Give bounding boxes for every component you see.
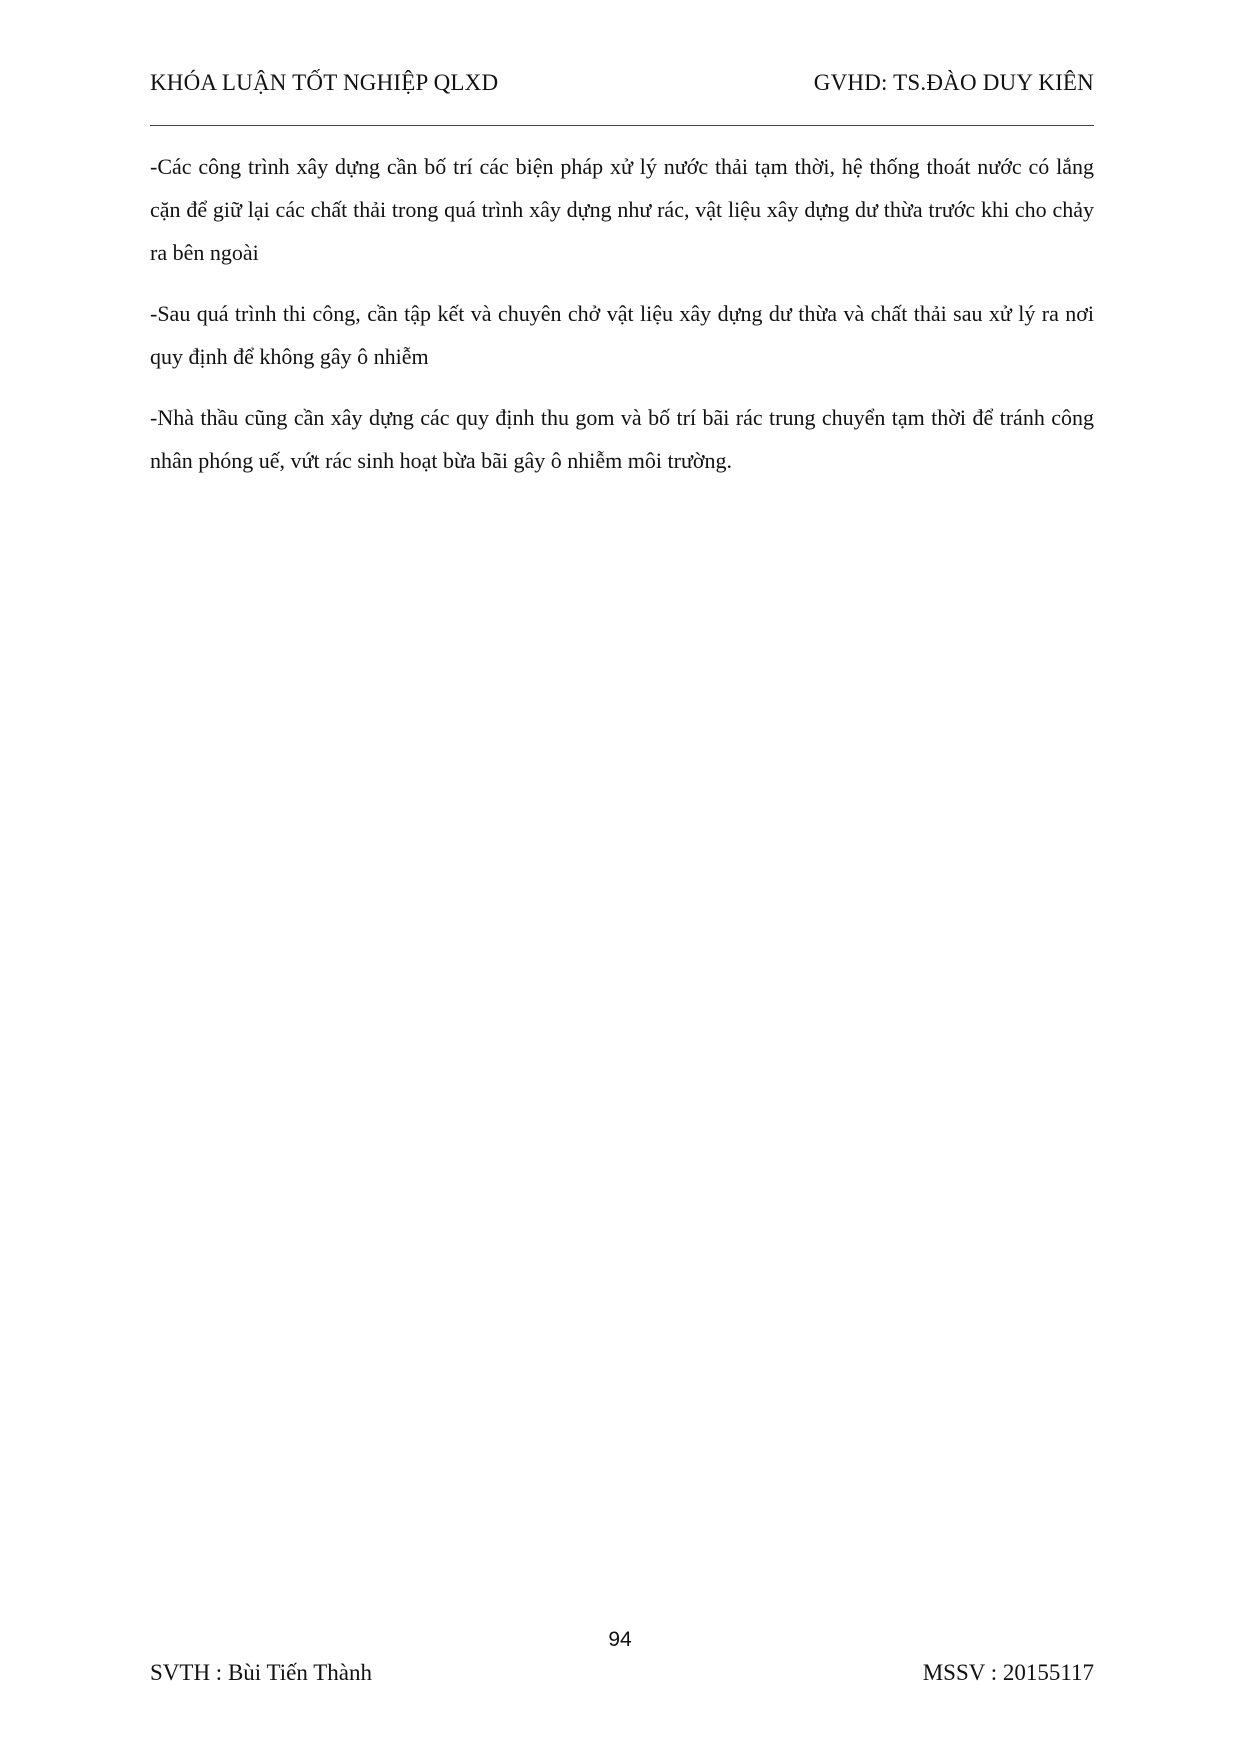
page-number: 94	[608, 1628, 632, 1651]
page-footer	[150, 1660, 1094, 1686]
body-paragraph: -Sau quá trình thi công, cần tập kết và chuyên chở vật liệu xây dựng dư thừa và chất thải sau xử lý ra nơi quy định để không gây ô nhiễm	[150, 301, 1094, 369]
body-paragraph: -Nhà thầu cũng cần xây dựng các quy định thu gom và bố trí bãi rác trung chuyển tạm thời để tránh công nhân phóng uế, vứt rác sinh hoạt bừa bãi gây ô nhiễm môi trường.	[150, 405, 1094, 473]
header-divider	[150, 125, 1094, 126]
footer-student-name: SVTH : Bùi Tiến Thành	[150, 1660, 372, 1685]
document-body	[150, 145, 1094, 500]
page-header	[150, 70, 1094, 110]
footer-student-id: MSSV : 20155117	[922, 1660, 1094, 1685]
header-supervisor: GVHD: TS.ĐÀO DUY KIÊN	[813, 70, 1094, 95]
header-thesis-title: KHÓA LUẬN TỐT NGHIỆP QLXD	[150, 70, 499, 95]
body-paragraph: -Các công trình xây dựng cần bố trí các biện pháp xử lý nước thải tạm thời, hệ thống thoát nước có lắng cặn để giữ lại các chất thải trong quá trình xây dựng như rác, vật liệu xây dựng dư thừa trước khi cho chảy ra bên ngoài	[150, 154, 1094, 265]
